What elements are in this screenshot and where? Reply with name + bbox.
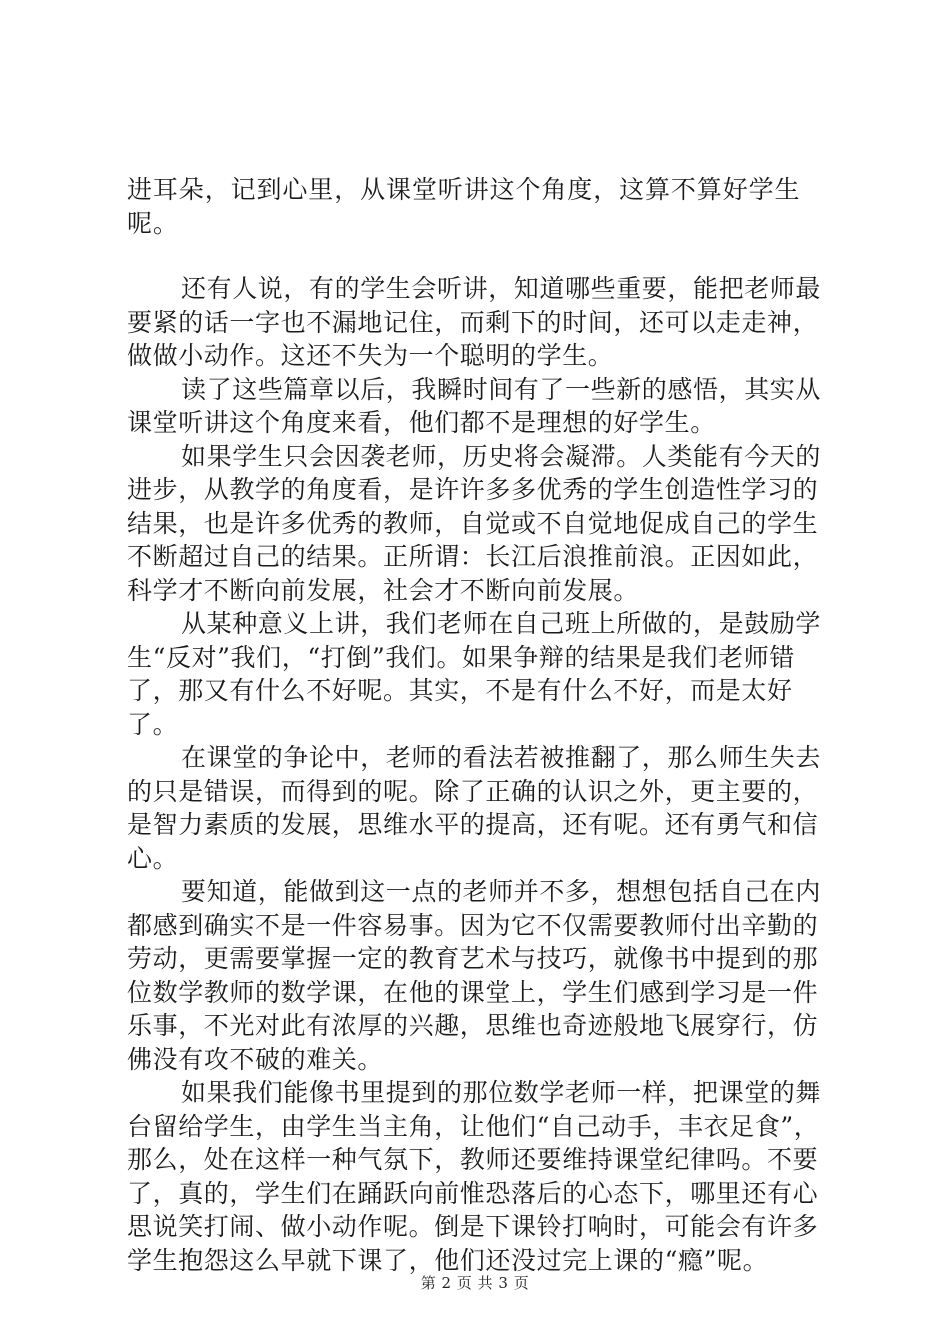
paragraph: 如果学生只会因袭老师，历史将会凝滞。人类能有今天的进步，从教学的角度看，是许许多多优秀的学生创造性学习的结果，也是许多优秀的教师，自觉或不自觉地促成自己的学生不断超过自己的结果。正所谓：长江后浪推前浪。正因如此，科学才不断向前发展，社会才不断向前发展。 (127, 441, 822, 605)
paragraph-continuation: 进耳朵，记到心里，从课堂听讲这个角度，这算不算好学生呢。 (127, 175, 801, 238)
paragraph: 读了这些篇章以后，我瞬时间有了一些新的感悟，其实从课堂听讲这个角度来看，他们都不是理想的好学生。 (127, 374, 822, 437)
paragraph: 要知道，能做到这一点的老师并不多，想想包括自己在内都感到确实不是一件容易事。因为它不仅需要教师付出辛勤的劳动，更需要掌握一定的教育艺术与技巧，就像书中提到的那位数学教师的数学课，在他的课堂上，学生们感到学习是一件乐事，不光对此有浓厚的兴趣，思维也奇迹般地飞展穿行，仿佛没有攻不破的难关。 (127, 877, 822, 1074)
paragraph: 从某种意义上讲，我们老师在自己班上所做的，是鼓励学生“反对”我们，“打倒”我们。如果争辩的结果是我们老师错了，那又有什么不好呢。其实，不是有什么不好，而是太好了。 (127, 609, 822, 739)
paragraph: 还有人说，有的学生会听讲，知道哪些重要，能把老师最要紧的话一字也不漏地记住，而剩下的时间，还可以走走神，做做小动作。这还不失为一个聪明的学生。 (127, 274, 822, 370)
paragraph: 如果我们能像书里提到的那位数学老师一样，把课堂的舞台留给学生，由学生当主角，让他们“自己动手，丰衣足食”，那么，处在这样一种气氛下，教师还要维持课堂纪律吗。不要了，真的，学生们在踊跃向前惟恐落后的心态下，哪里还有心思说笑打闹、做小动作呢。倒是下课铃打响时，可能会有许多学生抱怨这么早就下课了，他们还没过完上课的“瘾”呢。 (127, 1078, 822, 1275)
document-body (127, 173, 839, 1277)
paragraph: 在课堂的争论中，老师的看法若被推翻了，那么师生失去的只是错误，而得到的呢。除了正确的认识之外，更主要的，是智力素质的发展，思维水平的提高，还有呢。还有勇气和信心。 (127, 743, 822, 873)
page-number-footer: 第 2 页 共 3 页 (420, 1274, 530, 1292)
